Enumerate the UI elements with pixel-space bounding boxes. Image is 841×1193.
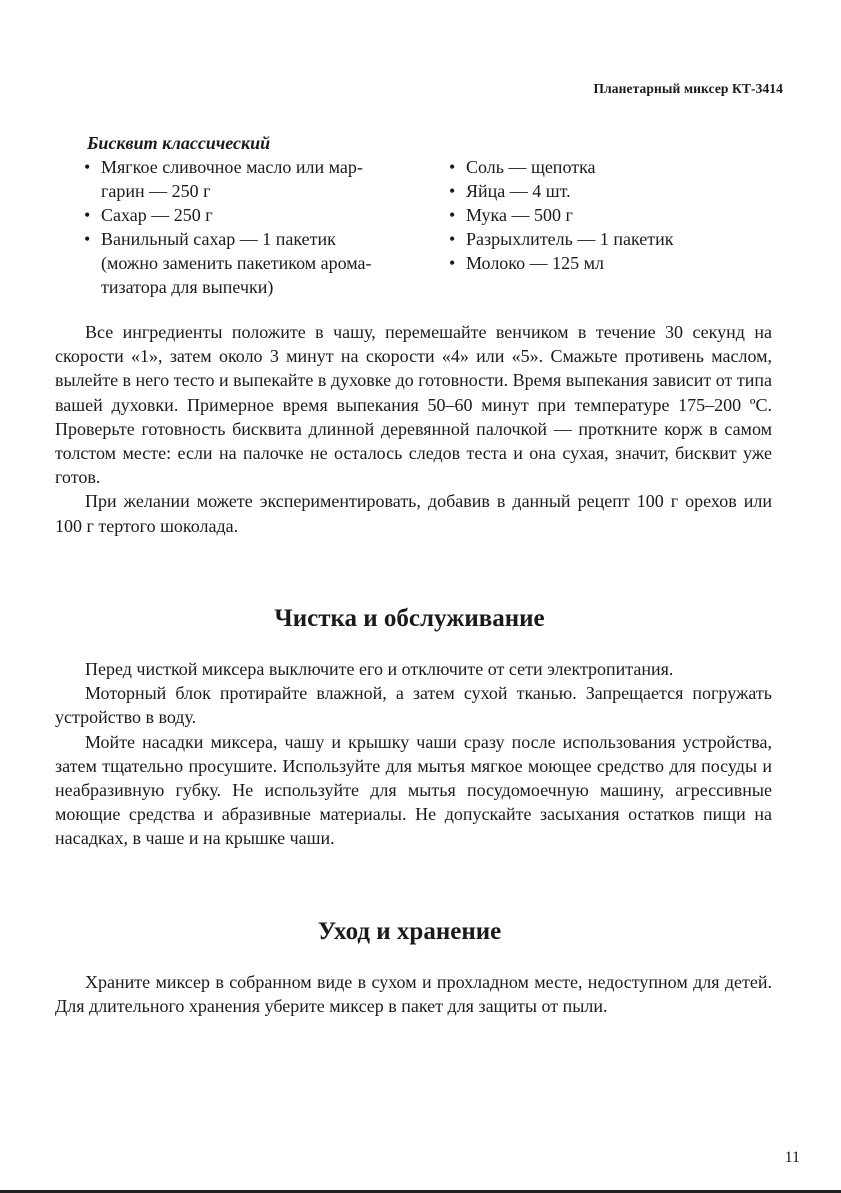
ingredient-item: • Сахар — 250 г [84,203,414,227]
recipe-title: Бисквит классический [87,133,271,153]
ingredient-item: • Соль — щепотка [449,155,779,179]
ingredient-item: • Яйца — 4 шт. [449,179,779,203]
paragraph: Моторный блок протирайте влажной, а затем сухой тканью. Запрещается погружать устройство в воду. [55,683,772,728]
ingredient-item: • Молоко — 125 мл [449,251,779,275]
paragraph: Все ингредиенты положите в чашу, перемешайте венчиком в течение 30 секунд на скорости «1», затем около 3 минут на скорости «4» или «5». Смажьте противень маслом, вылейте в него тесто и выпекайте в духовке до готовности. Время выпекания зависит от типа вашей духовки. Примерное время выпекания 50–60 минут при температуре 175–200 ºС. Проверьте готовность бисквита длинной деревянной палочкой — проткните корж в самом толстом месте: если на палочке не осталось следов теста и она сухая, значит, бисквит уже готов. [55,322,772,488]
ingredient-item: • Мука — 500 г [449,203,779,227]
ingredient-item: • Ванильный сахар — 1 пакетик (можно заменить пакетиком арома- тизатора для выпечки) [84,227,414,299]
paragraph: Перед чисткой миксера выключите его и отключите от сети электропитания. [85,659,674,679]
page-number: 11 [784,1149,800,1166]
ingredient-item: • Разрыхлитель — 1 пакетик [449,227,779,251]
running-header: Планетарный миксер КТ-3414 [593,81,783,96]
recipe-instructions [55,320,772,538]
paragraph: При желании можете экспериментировать, добавив в данный рецепт 100 г орехов или 100 г тертого шоколада. [55,491,772,536]
paragraph: Мойте насадки миксера, чашу и крышку чаши сразу после использования устройства, затем тщательно просушите. Используйте для мытья мягкое моющее средство для посуды и неабразивную губку. Не используйте для мытья посудомоечную машину, агрессивные моющие средства и абразивные материалы. Не допускайте засыхания остатков пищи на насадках, в чаше и на крышке чаши. [55,731,772,849]
storage-text [55,970,772,1018]
ingredient-item: • Мягкое сливочное масло или мар- гарин — 250 г [84,155,414,203]
section-heading-storage: Уход и хранение [317,918,502,945]
ingredients-left-list [84,155,414,299]
ingredients-right-list [449,155,779,275]
paragraph: Храните миксер в собранном виде в сухом и прохладном месте, недоступном для детей. Для длительного хранения уберите миксер в пакет для защиты от пыли. [55,972,772,1017]
cleaning-text [55,657,772,851]
section-heading-cleaning: Чистка и обслуживание [274,605,545,632]
